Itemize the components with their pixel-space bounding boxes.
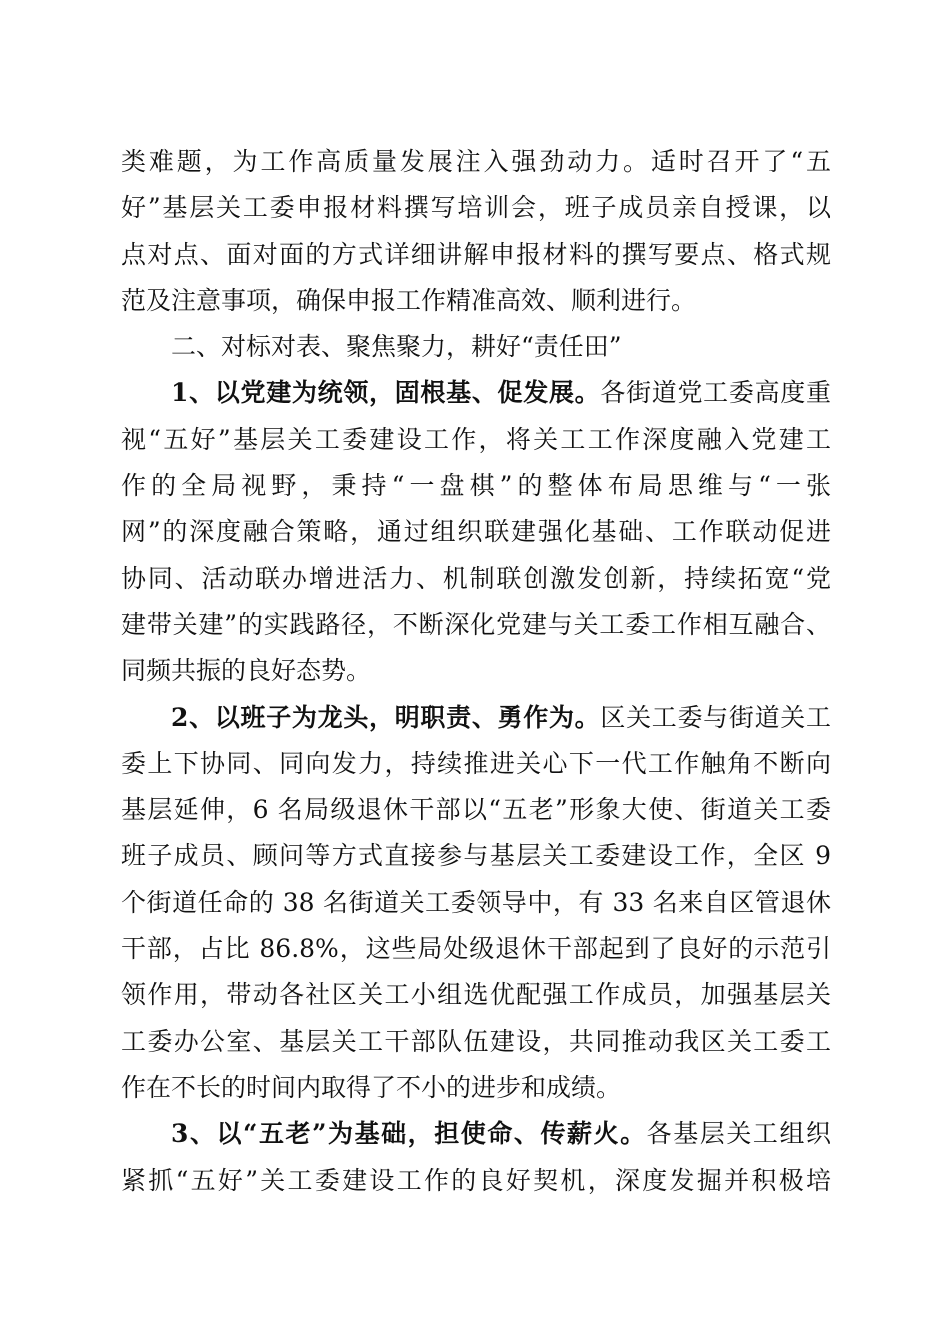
paragraph-first-line-text: 各街道党工委高度重: [600, 378, 831, 408]
section-heading: 二、对标对表、聚焦聚力，耕好“责任田”: [171, 332, 622, 362]
text-line: 视“五好”基层关工委建设工作，将关工工作深度融入党建工: [121, 424, 831, 454]
text-line: 同频共振的良好态势。: [121, 656, 372, 686]
paragraph-first-line-text: 区关工委与街道关工: [600, 702, 831, 732]
paragraph-first-line: [121, 1111, 831, 1157]
paragraph-2: [121, 370, 831, 694]
text-line: 好”基层关工委申报材料撰写培训会，班子成员亲自授课，以: [121, 193, 831, 223]
paragraph-lead: 3、以“五老”为基础，担使命、传薪火。: [171, 1119, 647, 1149]
text-line: 范及注意事项，确保申报工作精准高效、顺利进行。: [121, 285, 697, 315]
paragraph-lead: 1、以党建为统领，固根基、促发展。: [171, 378, 601, 408]
text-line: 委上下协同、同向发力，持续推进关心下一代工作触角不断向: [121, 748, 831, 778]
text-line: 紧抓“五好”关工委建设工作的良好契机，深度发掘并积极培: [121, 1165, 831, 1195]
text-line: 网”的深度融合策略，通过组织联建强化基础、工作联动促进: [121, 517, 831, 547]
paragraph-first-line: [121, 370, 831, 416]
paragraph-1: [121, 139, 831, 324]
text-line: 作在不长的时间内取得了不小的进步和成绩。: [121, 1072, 622, 1102]
text-line: 工委办公室、基层关工干部队伍建设，共同推动我区关工委工: [121, 1026, 831, 1056]
paragraph-4: [121, 1111, 831, 1204]
text-line: 作的全局视野，秉持“一盘棋”的整体布局思维与“一张: [121, 471, 831, 501]
document-body: [121, 139, 831, 1204]
paragraph-lead: 2、以班子为龙头，明职责、勇作为。: [171, 702, 601, 732]
text-line: 干部，占比 86.8%，这些局处级退休干部起到了良好的示范引: [121, 934, 831, 964]
text-line: 点对点、面对面的方式详细讲解申报材料的撰写要点、格式规: [121, 239, 831, 269]
text-line: 领作用，带动各社区关工小组选优配强工作成员，加强基层关: [121, 980, 831, 1010]
paragraph-3: [121, 695, 831, 1112]
text-line: 建带关建”的实践路径，不断深化党建与关工委工作相互融合、: [121, 609, 831, 639]
text-line: 班子成员、顾问等方式直接参与基层关工委建设工作，全区 9: [121, 841, 831, 871]
text-line: 基层延伸，6 名局级退休干部以“五老”形象大使、街道关工委: [121, 795, 831, 825]
paragraph-first-line-text: 各基层关工组织: [646, 1119, 831, 1149]
paragraph-first-line: [121, 695, 831, 741]
text-line: 类难题，为工作高质量发展注入强劲动力。适时召开了“五: [121, 147, 831, 176]
text-line: 协同、活动联办增进活力、机制联创激发创新，持续拓宽“党: [121, 563, 831, 593]
text-line: 个街道任命的 38 名街道关工委领导中，有 33 名来自区管退休: [121, 887, 831, 917]
